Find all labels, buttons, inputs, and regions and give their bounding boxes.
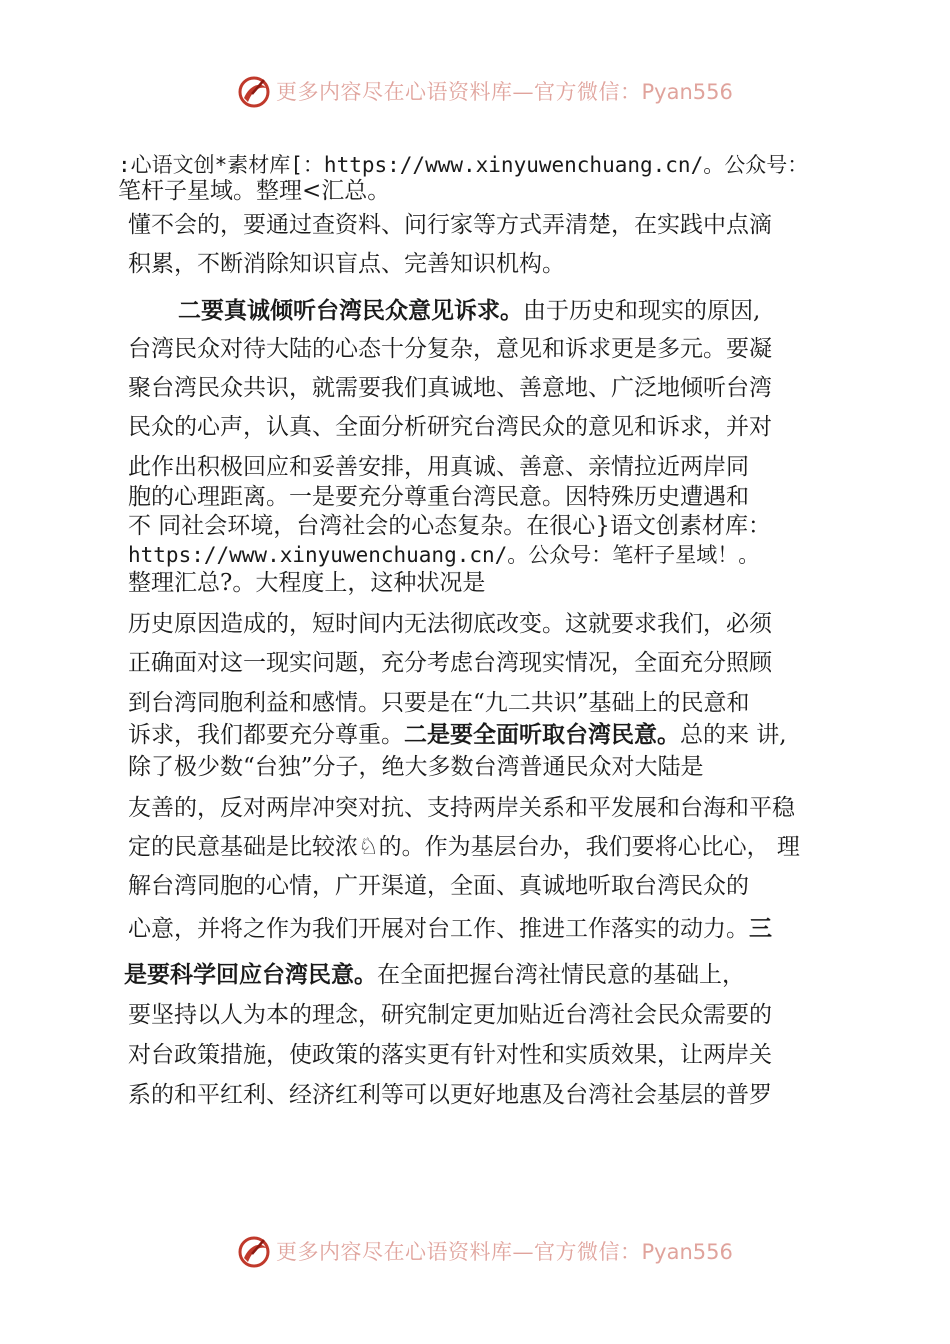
paragraph-line: 二要真诚倾听台湾民众意见诉求。由于历史和现实的原因,	[178, 298, 761, 324]
body-line: 民众的心声，认真、全面分析研究台湾民众的意见和诉求，并对	[128, 414, 772, 440]
paragraph-line: 心意，并将之作为我们开展对台工作、推进工作落实的动力。三	[128, 916, 772, 942]
body-line: 解台湾同胞的心情，广开渠道，全面、真诚地听取台湾民众的	[128, 873, 749, 899]
section-heading-4: 是要科学回应台湾民意。	[124, 962, 377, 988]
body-line: :心语文创*素材库[：https://www.xinyuwenchuang.cn/。公众号：	[118, 153, 809, 177]
red-swirl-logo-icon	[236, 74, 272, 110]
red-swirl-logo-icon	[236, 1234, 272, 1270]
section-heading-2: 二要真诚倾听台湾民众意见诉求。	[178, 298, 523, 324]
body-line: 友善的，反对两岸冲突对抗、支持两岸关系和平发展和台海和平稳	[128, 795, 795, 821]
body-line: 整理汇总?。大程度上，这种状况是	[128, 570, 486, 596]
body-line: https://www.xinyuwenchuang.cn/。公众号：笔杆子星域！。	[128, 543, 760, 567]
body-line: 定的民意基础是比较浓♘的。作为基层台办，我们要将心比心， 理	[128, 834, 800, 860]
body-line: 聚台湾民众共识，就需要我们真诚地、善意地、广泛地倾听台湾	[128, 375, 772, 401]
body-line: 要坚持以人为本的理念，研究制定更加贴近台湾社会民众需要的	[128, 1002, 772, 1028]
body-line: 到台湾同胞利益和感情。只要是在“九二共识”基础上的民意和	[128, 690, 750, 716]
section-heading-3: 二是要全面听取台湾民意。	[404, 722, 680, 748]
paragraph-line: 是要科学回应台湾民意。在全面把握台湾社情民意的基础上，	[124, 962, 745, 988]
section-heading-4-start: 三	[749, 916, 772, 942]
body-line: 历史原因造成的，短时间内无法彻底改变。这就要求我们，必须	[128, 611, 772, 637]
paragraph-line: 诉求，我们都要充分尊重。二是要全面听取台湾民意。总的来 讲,	[128, 722, 787, 748]
body-line: 正确面对这一现实问题，充分考虑台湾现实情况，全面充分照顾	[128, 650, 772, 676]
body-line: 此作出积极回应和妥善安排，用真诚、善意、亲情拉近两岸同	[128, 454, 749, 480]
body-line: 系的和平红利、经济红利等可以更好地惠及台湾社会基层的普罗	[128, 1082, 772, 1108]
body-line: 懂不会的，要通过查资料、问行家等方式弄清楚，在实践中点滴	[128, 212, 772, 238]
body-line: 积累，不断消除知识盲点、完善知识机构。	[128, 251, 565, 277]
header-watermark-banner	[0, 70, 950, 114]
watermark-text: 更多内容尽在心语资料库—官方微信：Pyan556	[276, 1240, 733, 1264]
body-line: 笔杆子星域。整理<汇总。	[118, 178, 391, 204]
body-line: 台湾民众对待大陆的心态十分复杂，意见和诉求更是多元。要凝	[128, 336, 772, 362]
footer-watermark-banner	[0, 1230, 950, 1274]
body-line: 不 同社会环境，台湾社会的心态复杂。在很心}语文创素材库：	[128, 513, 771, 539]
watermark-text: 更多内容尽在心语资料库—官方微信：Pyan556	[276, 80, 733, 104]
body-line: 除了极少数“台独”分子，绝大多数台湾普通民众对大陆是	[128, 754, 704, 780]
body-line: 胞的心理距离。一是要充分尊重台湾民意。因特殊历史遭遇和	[128, 484, 749, 510]
body-line: 对台政策措施，使政策的落实更有针对性和实质效果，让两岸关	[128, 1042, 772, 1068]
